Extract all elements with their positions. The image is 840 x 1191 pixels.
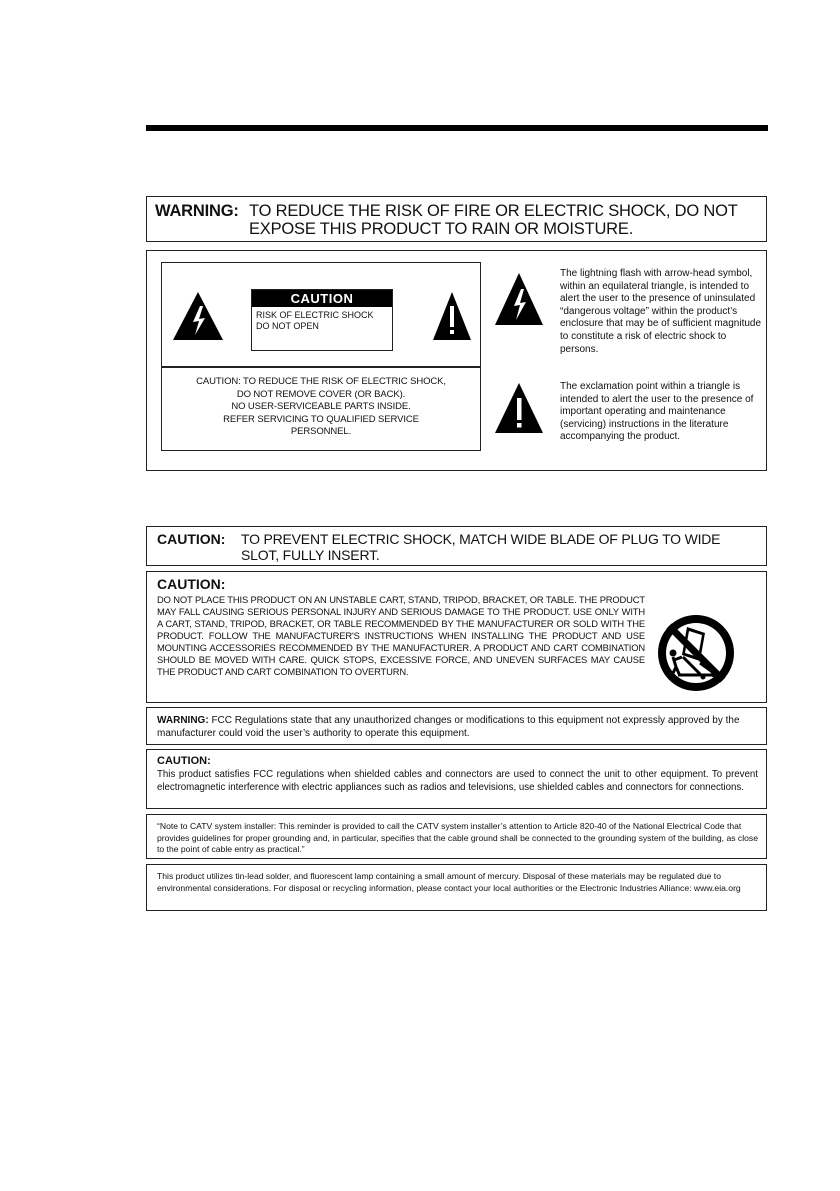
lightning-warning-icon — [172, 291, 224, 341]
caution-plug-text: TO PREVENT ELECTRIC SHOCK, MATCH WIDE BLADE OF PLUG TO WIDE SLOT, FULLY INSERT. — [241, 531, 721, 563]
panel-divider — [162, 366, 480, 368]
caution-cover-line: NO USER-SERVICEABLE PARTS INSIDE. — [231, 401, 411, 412]
caution-cover-line: DO NOT REMOVE COVER (OR BACK). — [236, 388, 406, 400]
header-rule — [146, 125, 768, 131]
warning-text: TO REDUCE THE RISK OF FIRE OR ELECTRIC SHOCK, DO NOT EXPOSE THIS PRODUCT TO RAIN OR MOISTURE. — [249, 202, 738, 238]
caution-label: CAUTION: — [157, 531, 226, 547]
mercury-note-text: This product utilizes tin-lead solder, and fluorescent lamp containing a small amount of mercury. Disposal of these materials may be regulated due to environmental considerations. For disposal or recycling information, please contact your local authorities or the Electronic Industries Alliance: www.eia.org — [157, 871, 741, 893]
catv-note-text: “Note to CATV system installer: This reminder is provided to call the CATV system installer’s attention to Article 820-40 of the National Electrical Code that provides guidelines for proper grounding and, in particular, specifies that the cable ground shall be connected to the grounding system of the building, as close to the point of cable entry as practical.” — [157, 821, 758, 854]
caution-label: CAUTION: — [157, 576, 226, 592]
lightning-description: The lightning flash with arrow-head symbol, within an equilateral triangle, is intended to alert the user to the presence of uninsulated “dangerous voltage” within the product’s enclosure that may be of sufficient magnitude to constitute a risk of electric shock to persons. — [560, 268, 762, 355]
caution-label: CAUTION: — [157, 755, 211, 767]
lightning-warning-icon — [494, 272, 544, 326]
mercury-note-box — [146, 864, 767, 911]
catv-note-box — [146, 814, 767, 859]
exclamation-warning-icon — [494, 382, 544, 434]
caution-cover-line: REFER SERVICING TO QUALIFIED SERVICE — [223, 413, 419, 425]
caution-label-line: DO NOT OPEN — [256, 321, 319, 331]
caution-label-line: RISK OF ELECTRIC SHOCK — [256, 310, 374, 320]
caution-label-panel — [161, 262, 481, 451]
caution-plug-box — [146, 526, 767, 566]
caution-cart-text: DO NOT PLACE THIS PRODUCT ON AN UNSTABLE CART, STAND, TRIPOD, BRACKET, OR TABLE. THE PRODUCT MAY FALL CAUSING SERIOUS PERSONAL INJURY AND SERIOUS DAMAGE TO THE PRODUCT. USE ONLY WITH A CART, STAND, TRIPOD, BRACKET, OR TABLE RECOMMENDED BY THE MANUFACTURER OR SOLD WITH THE PRODUCT. FOLLOW THE MANUFACTURER'S INSTRUCTIONS WHEN INSTALLING THE PRODUCT AND USE MOUNTING ACCESSORIES RECOMMENDED BY THE MANUFACTURER. A PRODUCT AND CART COMBINATION SHOULD BE MOVED WITH CARE. QUICK STOPS, EXCESSIVE FORCE, AND UNEVEN SURFACES MAY CAUSE THE PRODUCT AND CART COMBINATION TO OVERTURN. — [157, 594, 645, 677]
exclamation-description: The exclamation point within a triangle is intended to alert the user to the presence of important operating and maintenance (servicing) instructions in the literature accompanying the product. — [560, 381, 754, 443]
caution-cover-line: CAUTION: TO REDUCE THE RISK OF ELECTRIC SHOCK, — [196, 376, 446, 387]
exclamation-warning-icon — [432, 291, 472, 341]
caution-shielded-box — [146, 749, 767, 809]
fcc-warning-box — [146, 707, 767, 745]
caution-label — [251, 289, 393, 351]
caution-shielded-text: This product satisfies FCC regulations when shielded cables and connectors are used to connect the unit to other equipment. To prevent electromagnetic interference with electric appliances such as radios and televisions, use shielded cables and connectors for connections. — [157, 769, 758, 793]
safety-symbols-box — [146, 250, 767, 471]
caution-cover-text — [162, 376, 480, 439]
fcc-warning-paragraph — [157, 714, 757, 740]
warning-label: WARNING: — [157, 715, 209, 726]
fcc-warning-text: FCC Regulations state that any unauthorized changes or modifications to this equipment not expressly approved by the manufacturer could void the user’s authority to operate this equipment. — [157, 715, 740, 739]
caution-label-heading: CAUTION — [252, 290, 392, 307]
caution-cover-line: PERSONNEL. — [290, 426, 352, 437]
caution-cart-box — [146, 571, 767, 703]
cart-tipover-icon — [656, 613, 736, 693]
warning-label: WARNING: — [155, 202, 239, 220]
warning-moisture-box — [146, 196, 767, 242]
